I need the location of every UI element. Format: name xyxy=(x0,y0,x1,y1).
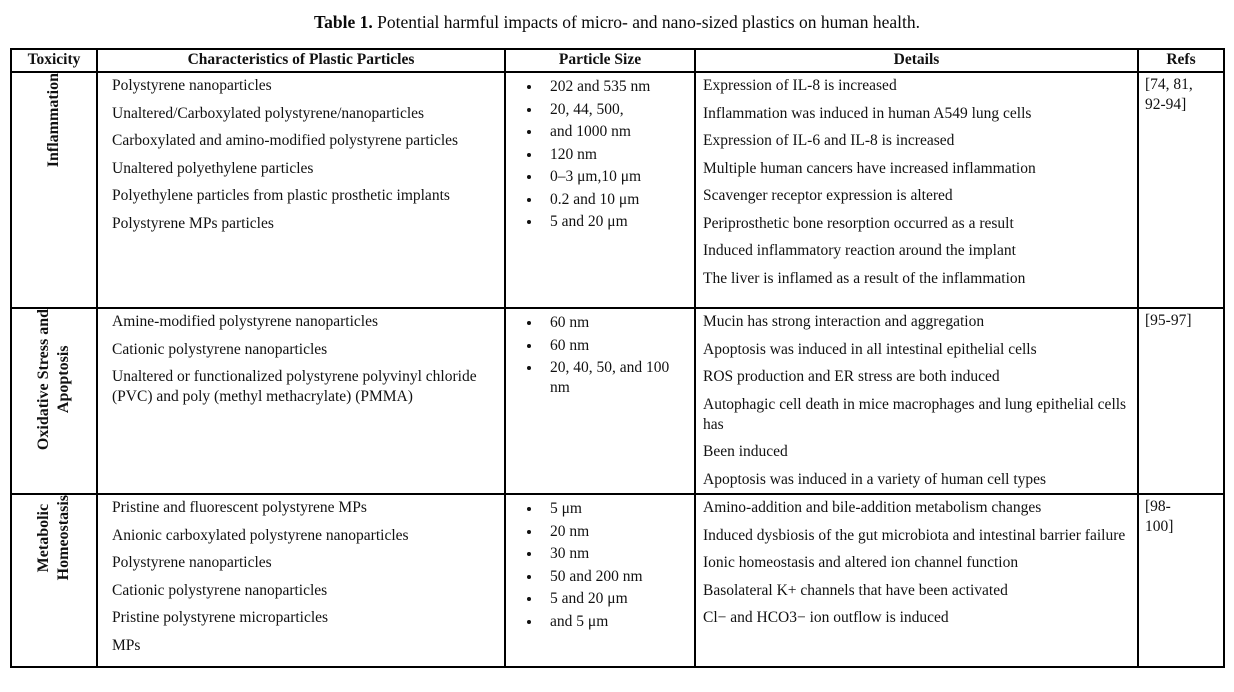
table-row-oxidative-stress xyxy=(11,308,1224,494)
details-cell xyxy=(695,72,1138,308)
detail-item: Basolateral K+ channels that have been activated xyxy=(703,581,1008,599)
refs-value: [95-97] xyxy=(1145,312,1192,329)
toxicity-label xyxy=(34,495,74,580)
particle-size-item: • and 1000 nm xyxy=(542,122,690,142)
particle-size-item: • 50 and 200 nm xyxy=(542,567,690,587)
detail-item: Amino-addition and bile-addition metabolism changes xyxy=(703,499,1042,516)
toxicity-label xyxy=(34,309,74,450)
particle-size-list xyxy=(512,313,690,398)
characteristic-item: Unaltered or functionalized polystyrene polyvinyl chloride (PVC) and poly (methyl methacrylate) (PMMA) xyxy=(112,368,477,405)
detail-item: Been induced xyxy=(703,443,788,460)
toxicity-label-line: Oxidative Stress and xyxy=(35,309,52,451)
detail-item: Apoptosis was induced in all intestinal epithelial cells xyxy=(703,340,1037,358)
particle-size-item: • 30 nm xyxy=(542,544,690,564)
characteristic-item: Pristine polystyrene microparticles xyxy=(112,609,329,626)
characteristics-cell xyxy=(97,72,505,308)
toxicity-label-line: Metabolic xyxy=(35,503,52,572)
detail-item: Induced dysbiosis of the gut microbiota and intestinal barrier failure xyxy=(703,526,1126,544)
particle-size-item: • 20, 44, 500, xyxy=(542,100,690,120)
characteristic-item: Cationic polystyrene nanoparticles xyxy=(112,581,328,599)
header-row xyxy=(11,49,1224,72)
refs-value: [98-100] xyxy=(1145,498,1174,535)
characteristic-item: Unaltered/Carboxylated polystyrene/nanoparticles xyxy=(112,104,425,122)
detail-item: ROS production and ER stress are both induced xyxy=(703,368,1000,385)
particle-size-cell xyxy=(505,308,695,494)
table-row-inflammation xyxy=(11,72,1224,308)
refs-cell xyxy=(1138,72,1224,308)
header-details: Details xyxy=(695,49,1138,72)
toxicity-cell xyxy=(11,494,97,667)
detail-item: Scavenger receptor expression is altered xyxy=(703,187,953,204)
details-list xyxy=(703,312,1131,490)
detail-item: Autophagic cell death in mice macrophages and lung epithelial cells has xyxy=(703,395,1127,433)
detail-item: Periprosthetic bone resorption occurred as a result xyxy=(703,214,1014,232)
particle-size-list xyxy=(512,77,690,232)
particle-size-item: • and 5 μm xyxy=(542,612,690,632)
toxicity-cell xyxy=(11,308,97,494)
particle-size-item: • 20 nm xyxy=(542,522,690,542)
characteristics-list xyxy=(112,498,496,656)
characteristic-item: Pristine and fluorescent polystyrene MPs xyxy=(112,499,367,516)
detail-item: Inflammation was induced in human A549 lung cells xyxy=(703,104,1032,122)
refs-cell xyxy=(1138,494,1224,667)
particle-size-item: • 5 and 20 μm xyxy=(542,212,690,232)
particle-size-item: • 60 nm xyxy=(542,313,690,333)
details-list xyxy=(703,76,1131,289)
details-cell xyxy=(695,308,1138,494)
detail-item: Apoptosis was induced in a variety of human cell types xyxy=(703,470,1047,488)
characteristic-item: Cationic polystyrene nanoparticles xyxy=(112,340,328,358)
detail-item: Expression of IL-6 and IL-8 is increased xyxy=(703,132,955,149)
detail-item: Expression of IL-8 is increased xyxy=(703,77,897,94)
detail-item: Multiple human cancers have increased inflammation xyxy=(703,159,1036,177)
characteristic-item: Polystyrene nanoparticles xyxy=(112,554,272,571)
header-refs: Refs xyxy=(1138,49,1224,72)
detail-item: Ionic homeostasis and altered ion channel function xyxy=(703,554,1019,571)
detail-item: The liver is inflamed as a result of the inflammation xyxy=(703,269,1026,287)
particle-size-cell xyxy=(505,72,695,308)
impacts-table xyxy=(10,48,1225,668)
particle-size-item: • 5 and 20 μm xyxy=(542,589,690,609)
toxicity-label-line: Homeostasis xyxy=(55,495,72,581)
particle-size-cell xyxy=(505,494,695,667)
characteristics-list xyxy=(112,312,496,407)
particle-size-item: • 0.2 and 10 μm xyxy=(542,190,690,210)
toxicity-label xyxy=(44,73,64,167)
particle-size-item: • 5 μm xyxy=(542,499,690,519)
characteristic-item: Polystyrene MPs particles xyxy=(112,214,274,232)
toxicity-label-line: Inflammation xyxy=(45,73,62,168)
particle-size-item: • 60 nm xyxy=(542,336,690,356)
header-toxicity: Toxicity xyxy=(11,49,97,72)
detail-item: Induced inflammatory reaction around the implant xyxy=(703,242,1016,259)
characteristics-cell xyxy=(97,308,505,494)
characteristic-item: Polystyrene nanoparticles xyxy=(112,77,272,94)
particle-size-item: • 20, 40, 50, and 100 nm xyxy=(542,358,690,398)
refs-value: [74, 81, 92-94] xyxy=(1145,76,1193,113)
table-caption-label: Table 1. xyxy=(314,12,373,32)
characteristics-list xyxy=(112,76,496,234)
table-row-metabolic-homeostasis xyxy=(11,494,1224,667)
refs-cell xyxy=(1138,308,1224,494)
details-list xyxy=(703,498,1131,628)
characteristic-item: Amine-modified polystyrene nanoparticles xyxy=(112,313,379,330)
characteristic-item: MPs xyxy=(112,636,141,654)
characteristic-item: Unaltered polyethylene particles xyxy=(112,159,314,177)
toxicity-cell xyxy=(11,72,97,308)
particle-size-item: • 120 nm xyxy=(542,145,690,165)
detail-item: Cl− and HCO3− ion outflow is induced xyxy=(703,609,949,626)
detail-item: Mucin has strong interaction and aggregation xyxy=(703,313,985,330)
table-caption xyxy=(0,10,1234,34)
characteristic-item: Anionic carboxylated polystyrene nanoparticles xyxy=(112,526,409,544)
characteristics-cell xyxy=(97,494,505,667)
toxicity-label-line: Apoptosis xyxy=(55,345,72,414)
table-caption-text: Potential harmful impacts of micro- and nano-sized plastics on human health. xyxy=(372,12,920,32)
particle-size-item: • 202 and 535 nm xyxy=(542,77,690,97)
header-characteristics: Characteristics of Plastic Particles xyxy=(97,49,505,72)
details-cell xyxy=(695,494,1138,667)
characteristic-item: Carboxylated and amino-modified polystyrene particles xyxy=(112,132,459,149)
characteristic-item: Polyethylene particles from plastic prosthetic implants xyxy=(112,187,450,204)
header-particle-size: Particle Size xyxy=(505,49,695,72)
particle-size-list xyxy=(512,499,690,632)
particle-size-item: • 0–3 μm,10 μm xyxy=(542,167,690,187)
